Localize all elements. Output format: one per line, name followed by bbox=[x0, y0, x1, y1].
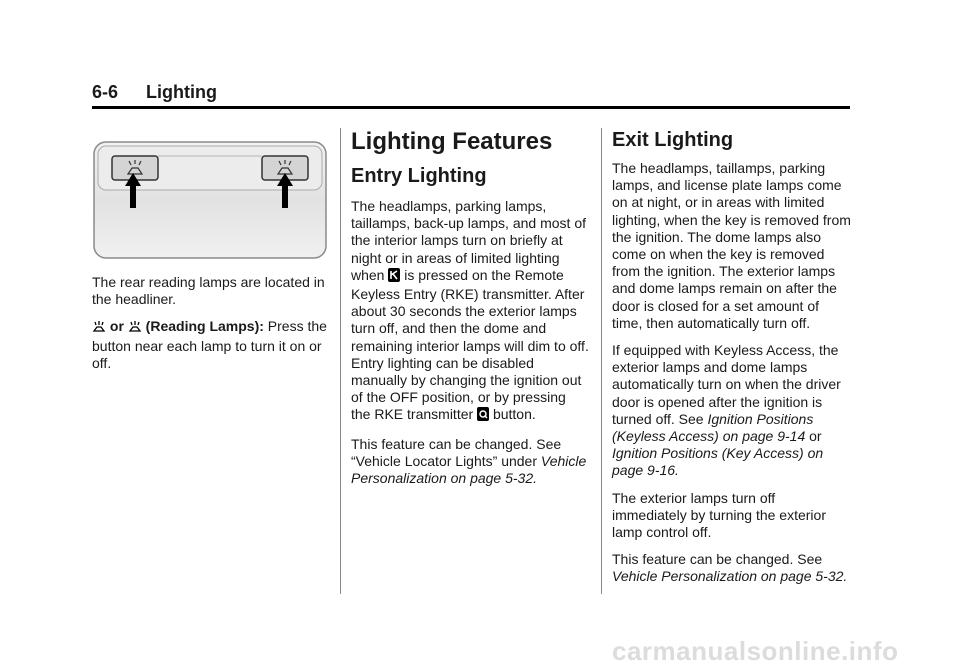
entry-text-c: button. bbox=[492, 406, 536, 423]
exit-lighting-heading: Exit Lighting bbox=[612, 129, 734, 151]
exit-paragraph-4 bbox=[612, 551, 852, 585]
vehicle-personalization-link[interactable]: Vehicle Personalization on page 5-32. bbox=[351, 452, 587, 487]
reading-lamps-text: Press the button near each lamp to turn it on or off. bbox=[92, 318, 327, 371]
column-middle bbox=[351, 128, 589, 497]
reading-lamps-label: (Reading Lamps): bbox=[145, 318, 264, 335]
exit-paragraph-3: The exterior lamps turn off immediately by turning the exterior lamp control off. bbox=[612, 489, 826, 541]
or-word: or bbox=[109, 318, 124, 335]
reading-lamps-illustration bbox=[92, 128, 328, 262]
entry-text-b: is pressed on the Remote Keyless Entry (RKE) transmitter. After about 30 seconds the exterior lamps turn off, and then the dome and remaining interior lamps will dim to off. Entry lighting can be disabled manually by changing the ignition out of the OFF position, or by pressing the RKE transmitter bbox=[351, 266, 589, 423]
section-number: 6-6 bbox=[92, 82, 119, 102]
or-word: or bbox=[809, 428, 822, 445]
exit-paragraph-1: The headlamps, taillamps, parking lamps, and license plate lamps come on at night, or in areas with limited lighting, when the key is removed from the ignition. The dome lamps also come on when the key is removed from the ignition. The exterior lamps and dome lamps remain on after the door is closed for a set amount of time, then automatically turn off. bbox=[612, 160, 851, 331]
lock-key-icon bbox=[477, 407, 489, 425]
vehicle-personalization-link[interactable]: Vehicle Personalization on page 5-32. bbox=[612, 568, 848, 585]
ignition-keyless-link[interactable]: Ignition Positions (Keyless Access) on page 9-14 bbox=[612, 410, 814, 445]
column-right bbox=[612, 128, 852, 596]
entry-lighting-note bbox=[351, 436, 589, 488]
unlock-key-icon bbox=[388, 268, 400, 286]
entry-lighting-heading: Entry Lighting bbox=[351, 165, 487, 187]
watermark: carmanualsonline.info bbox=[612, 636, 899, 666]
section-heading: Lighting Features bbox=[351, 128, 553, 155]
exit-paragraph-2 bbox=[612, 342, 852, 480]
caption: The rear reading lamps are located in the headliner. bbox=[92, 274, 325, 308]
note-text: This feature can be changed. See bbox=[612, 551, 823, 568]
column-divider bbox=[601, 128, 602, 594]
reading-lamp-left-icon bbox=[92, 319, 106, 337]
page-title: Lighting bbox=[146, 82, 217, 102]
column-left bbox=[92, 128, 328, 382]
column-divider bbox=[340, 128, 341, 594]
entry-text-a: The headlamps, parking lamps, taillamps, back-up lamps, and most of the interior lamps turn on briefly at night or in areas of limited lighting when bbox=[351, 198, 586, 283]
note-text: This feature can be changed. See “Vehicle Locator Lights” under bbox=[351, 435, 562, 469]
entry-lighting-paragraph bbox=[351, 198, 589, 426]
ignition-key-access-link[interactable]: Ignition Positions (Key Access) on page 9-16. bbox=[612, 445, 824, 479]
reading-lamp-right-icon bbox=[128, 319, 142, 337]
reading-lamps-description bbox=[92, 318, 328, 372]
keyless-text: If equipped with Keyless Access, the exterior lamps and dome lamps automatically turn on when the driver door is opened after the ignition is turned off. See bbox=[612, 342, 841, 427]
page-header bbox=[92, 82, 850, 109]
